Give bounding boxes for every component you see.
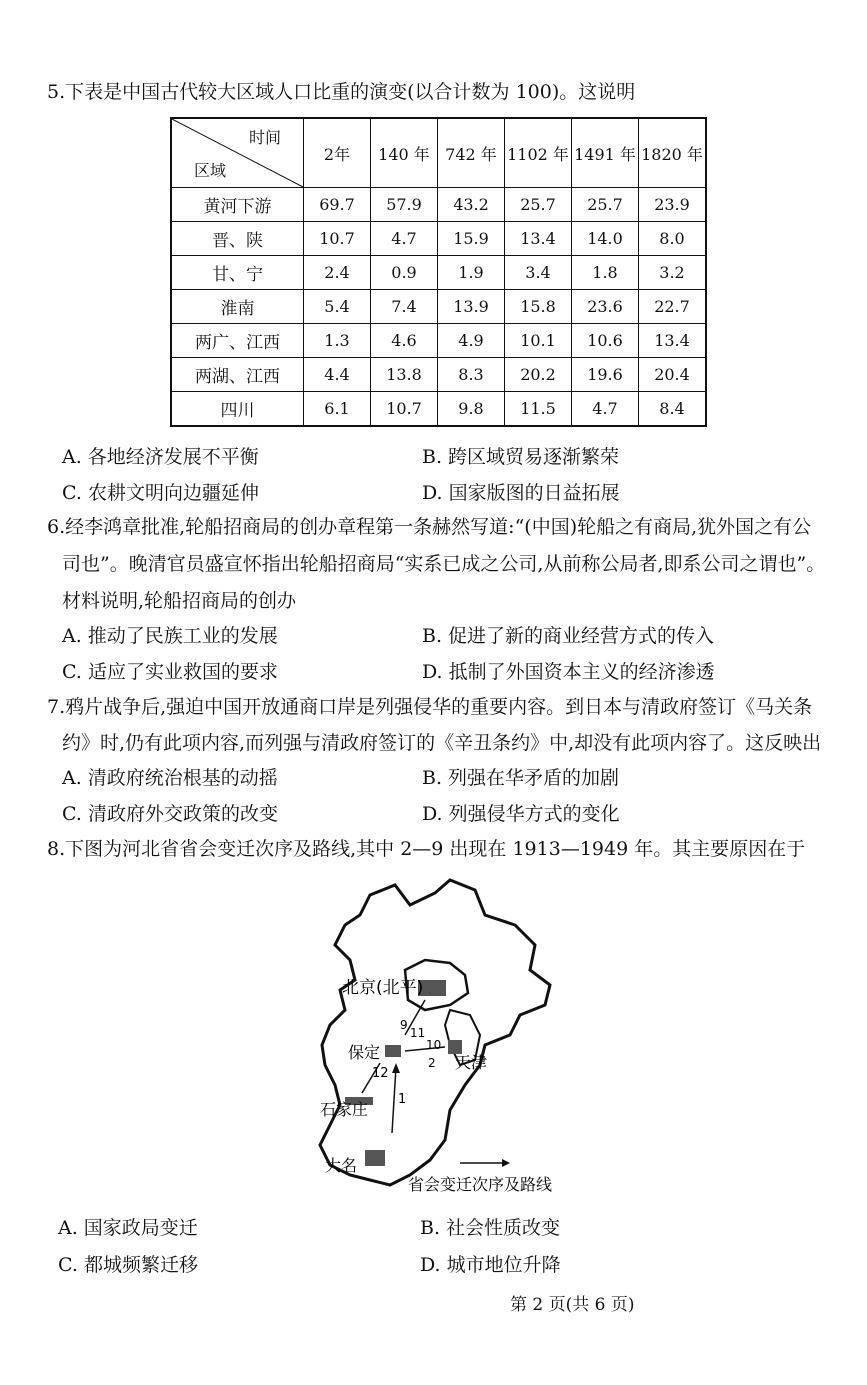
q5-option-b[interactable]: B. 跨区域贸易逐渐繁荣 xyxy=(422,446,620,468)
legend-label: 省会变迁次序及路线 xyxy=(408,1175,553,1194)
page-footer: 第 2 页(共 6 页) xyxy=(510,1295,635,1315)
value-cell: 25.7 xyxy=(505,188,572,222)
value-cell: 8.3 xyxy=(438,358,505,392)
value-cell: 69.7 xyxy=(304,188,371,222)
table-row xyxy=(171,188,706,222)
q7-stem-line: 约》时,仍有此项内容,而列强与清政府签订的《辛丑条约》中,却没有此项内容了。这反映出 xyxy=(62,732,822,754)
value-cell: 2.4 xyxy=(304,256,371,290)
value-cell: 4.7 xyxy=(371,222,438,256)
value-cell: 22.7 xyxy=(639,290,707,324)
city-label: 大名 xyxy=(325,1156,358,1175)
q6-stem-line: 材料说明,轮船招商局的创办 xyxy=(62,590,297,612)
q8-stem: 8.下图为河北省省会变迁次序及路线,其中 2—9 出现在 1913—1949 年。其主要原因在于 xyxy=(47,838,806,860)
year-header: 140 年 xyxy=(371,118,438,188)
region-cell: 晋、陕 xyxy=(171,222,304,256)
value-cell: 19.6 xyxy=(572,358,639,392)
value-cell: 4.9 xyxy=(438,324,505,358)
table-row xyxy=(171,290,706,324)
city-label: 石家庄 xyxy=(320,1100,369,1119)
region-cell: 四川 xyxy=(171,392,304,427)
arrowhead xyxy=(392,1063,400,1073)
value-cell: 3.2 xyxy=(639,256,707,290)
year-header: 1820 年 xyxy=(639,118,707,188)
q7-stem-line: 7.鸦片战争后,强迫中国开放通商口岸是列强侵华的重要内容。到日本与清政府签订《马关条 xyxy=(47,696,813,718)
hebei-outline xyxy=(320,880,550,1185)
value-cell: 5.4 xyxy=(304,290,371,324)
q5-option-a[interactable]: A. 各地经济发展不平衡 xyxy=(62,446,259,468)
region-cell: 黄河下游 xyxy=(171,188,304,222)
value-cell: 7.4 xyxy=(371,290,438,324)
tianjin-marker xyxy=(448,1040,462,1054)
value-cell: 13.4 xyxy=(505,222,572,256)
q6-stem-line: 6.经李鸿章批准,轮船招商局的创办章程第一条赫然写道:“(中国)轮船之有商局,犹外国之有公 xyxy=(47,516,812,538)
value-cell: 4.4 xyxy=(304,358,371,392)
value-cell: 1.3 xyxy=(304,324,371,358)
q6-option-c[interactable]: C. 适应了实业救国的要求 xyxy=(62,661,278,683)
table-row xyxy=(171,358,706,392)
value-cell: 15.8 xyxy=(505,290,572,324)
table-row xyxy=(171,324,706,358)
q8-option-a[interactable]: A. 国家政局变迁 xyxy=(58,1217,198,1239)
value-cell: 25.7 xyxy=(572,188,639,222)
table-row xyxy=(171,256,706,290)
value-cell: 8.0 xyxy=(639,222,707,256)
value-cell: 23.6 xyxy=(572,290,639,324)
q5-stem: 5.下表是中国古代较大区域人口比重的演变(以合计数为 100)。这说明 xyxy=(47,81,636,103)
route-number: 1 xyxy=(398,1092,407,1107)
q8-option-b[interactable]: B. 社会性质改变 xyxy=(420,1217,561,1239)
value-cell: 10.6 xyxy=(572,324,639,358)
value-cell: 20.2 xyxy=(505,358,572,392)
baoding-marker xyxy=(385,1045,401,1057)
diagonal-divider xyxy=(172,119,303,187)
year-header: 1491 年 xyxy=(572,118,639,188)
value-cell: 57.9 xyxy=(371,188,438,222)
region-cell: 甘、宁 xyxy=(171,256,304,290)
year-header: 2年 xyxy=(304,118,371,188)
route-number: 10 xyxy=(426,1038,442,1052)
value-cell: 6.1 xyxy=(304,392,371,427)
q7-option-b[interactable]: B. 列强在华矛盾的加剧 xyxy=(422,767,620,789)
table-corner-cell xyxy=(171,118,304,188)
value-cell: 0.9 xyxy=(371,256,438,290)
header-time-label: 时间 xyxy=(248,128,281,147)
value-cell: 13.8 xyxy=(371,358,438,392)
value-cell: 43.2 xyxy=(438,188,505,222)
q8-option-c[interactable]: C. 都城频繁迁移 xyxy=(58,1254,198,1276)
q7-option-c[interactable]: C. 清政府外交政策的改变 xyxy=(62,803,278,825)
daming-marker xyxy=(365,1150,385,1166)
route-number: 12 xyxy=(372,1066,389,1081)
value-cell: 11.5 xyxy=(505,392,572,427)
route-number: 9 xyxy=(400,1018,408,1032)
q8-option-d[interactable]: D. 城市地位升降 xyxy=(420,1254,561,1276)
q6-option-b[interactable]: B. 促进了新的商业经营方式的传入 xyxy=(422,625,715,647)
city-label: 北京(北平) xyxy=(342,978,424,998)
city-label: 天津 xyxy=(455,1053,488,1072)
value-cell: 15.9 xyxy=(438,222,505,256)
q7-option-a[interactable]: A. 清政府统治根基的动摇 xyxy=(62,767,278,789)
value-cell: 3.4 xyxy=(505,256,572,290)
value-cell: 9.8 xyxy=(438,392,505,427)
route-number: 11 xyxy=(410,1026,426,1040)
value-cell: 13.4 xyxy=(639,324,707,358)
value-cell: 10.7 xyxy=(371,392,438,427)
region-cell: 淮南 xyxy=(171,290,304,324)
value-cell: 23.9 xyxy=(639,188,707,222)
q6-option-d[interactable]: D. 抵制了外国资本主义的经济渗透 xyxy=(422,661,715,683)
hebei-map xyxy=(300,875,590,1205)
region-cell: 两广、江西 xyxy=(171,324,304,358)
year-header: 742 年 xyxy=(438,118,505,188)
region-cell: 两湖、江西 xyxy=(171,358,304,392)
q6-option-a[interactable]: A. 推动了民族工业的发展 xyxy=(62,625,278,647)
value-cell: 20.4 xyxy=(639,358,707,392)
year-header: 1102 年 xyxy=(505,118,572,188)
q6-stem-line: 司也”。晚清官员盛宣怀指出轮船招商局“实系已成之公司,从前称公局者,即系公司之谓也”。 xyxy=(62,553,826,575)
city-label: 保定 xyxy=(348,1043,381,1062)
value-cell: 1.9 xyxy=(438,256,505,290)
value-cell: 10.1 xyxy=(505,324,572,358)
table-header-row xyxy=(171,118,706,188)
q5-option-d[interactable]: D. 国家版图的日益拓展 xyxy=(422,482,620,504)
population-table xyxy=(170,117,707,427)
q5-option-c[interactable]: C. 农耕文明向边疆延伸 xyxy=(62,482,259,504)
value-cell: 10.7 xyxy=(304,222,371,256)
route-arrow xyxy=(392,1067,396,1133)
value-cell: 13.9 xyxy=(438,290,505,324)
table-row xyxy=(171,222,706,256)
table-row xyxy=(171,392,706,427)
header-region-label: 区域 xyxy=(194,161,227,180)
value-cell: 14.0 xyxy=(572,222,639,256)
value-cell: 4.6 xyxy=(371,324,438,358)
value-cell: 4.7 xyxy=(572,392,639,427)
value-cell: 8.4 xyxy=(639,392,707,427)
route-number: 2 xyxy=(428,1056,436,1070)
q7-option-d[interactable]: D. 列强侵华方式的变化 xyxy=(422,803,620,825)
legend-arrowhead xyxy=(502,1159,510,1167)
value-cell: 1.8 xyxy=(572,256,639,290)
